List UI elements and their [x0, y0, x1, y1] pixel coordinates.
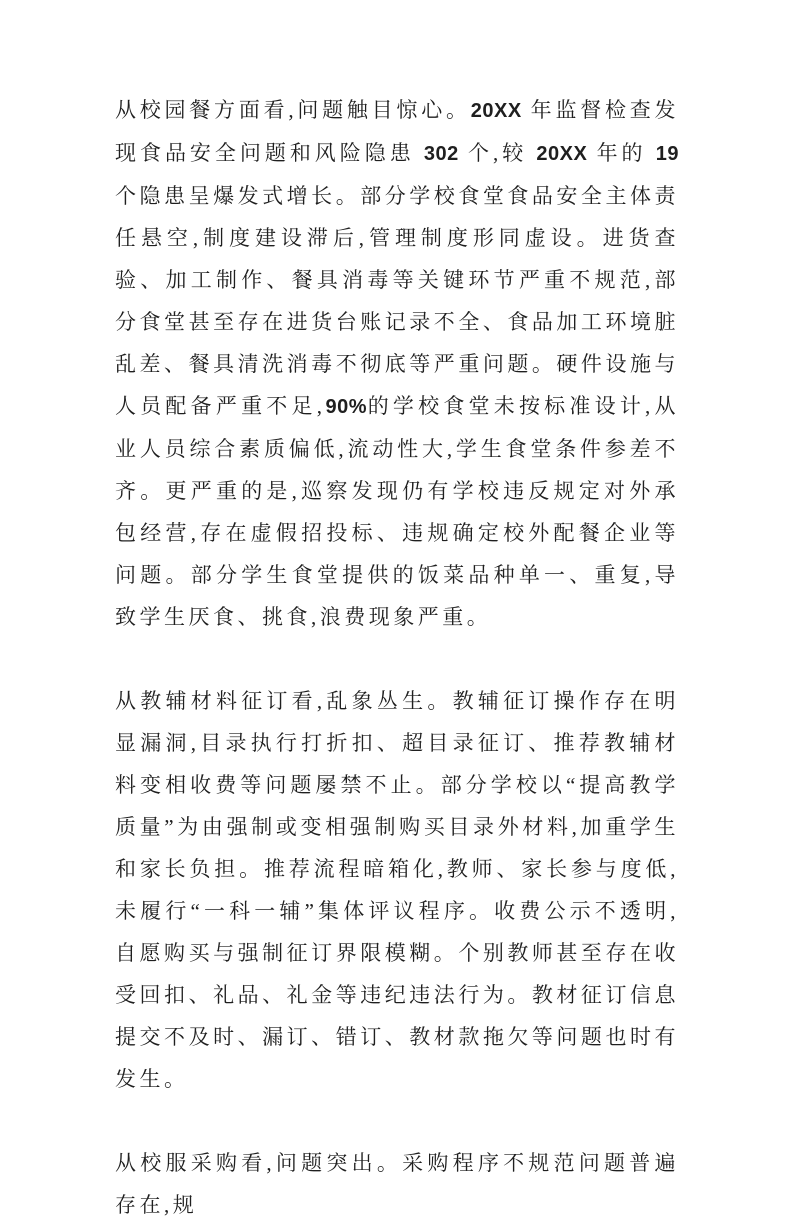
numeric-text-run: 20XX	[536, 143, 588, 165]
text-run: 的学校食堂未按标准设计,从业人员综合素质偏低,流动性大,学生食堂条件参差不齐。更严重的是,巡察发现仍有学校违反规定对外承包经营,存在虚假招投标、违规确定校外配餐企业等问题。部分学生食堂提供的饭菜品种单一、重复,导致学生厌食、挑食,浪费现象严重。	[115, 394, 679, 629]
numeric-text-run: 19	[655, 143, 680, 165]
numeric-text-run: 302	[423, 143, 459, 165]
paragraph-uniform-procurement	[115, 1142, 679, 1226]
text-run: 从教辅材料征订看,乱象丛生。教辅征订操作存在明显漏洞,目录执行打折扣、超目录征订、推荐教辅材料变相收费等问题屡禁不止。部分学校以“提高教学质量”为由强制或变相强制购买目录外材料,加重学生和家长负担。推荐流程暗箱化,教师、家长参与度低,未履行“一科一辅”集体评议程序。收费公示不透明,自愿购买与强制征订界限模糊。个别教师甚至存在收受回扣、礼品、礼金等违纪违法行为。教材征订信息提交不及时、漏订、错订、教材款拖欠等问题也时有发生。	[115, 689, 679, 1091]
document-body	[115, 89, 679, 1226]
text-run: 从校园餐方面看,问题触目惊心。	[115, 98, 471, 122]
numeric-text-run: 90%	[325, 396, 367, 418]
paragraph-campus-catering	[115, 89, 679, 638]
text-run: 从校服采购看,问题突出。采购程序不规范问题普遍存在,规	[115, 1151, 679, 1217]
text-run: 年监督检查发现食品安全问题和风险隐患	[115, 98, 680, 165]
paragraph-teaching-materials	[115, 680, 679, 1100]
text-run: 个隐患呈爆发式增长。部分学校食堂食品安全主体责任悬空,制度建设滞后,管理制度形同虚设。进货查验、加工制作、餐具消毒等关键环节严重不规范,部分食堂甚至存在进货台账记录不全、食品加工环境脏乱差、餐具清洗消毒不彻底等严重问题。硬件设施与人员配备严重不足,	[115, 184, 679, 418]
numeric-text-run: 20XX	[470, 100, 522, 122]
text-run: 年的	[587, 141, 656, 165]
text-run: 个,较	[458, 141, 537, 165]
